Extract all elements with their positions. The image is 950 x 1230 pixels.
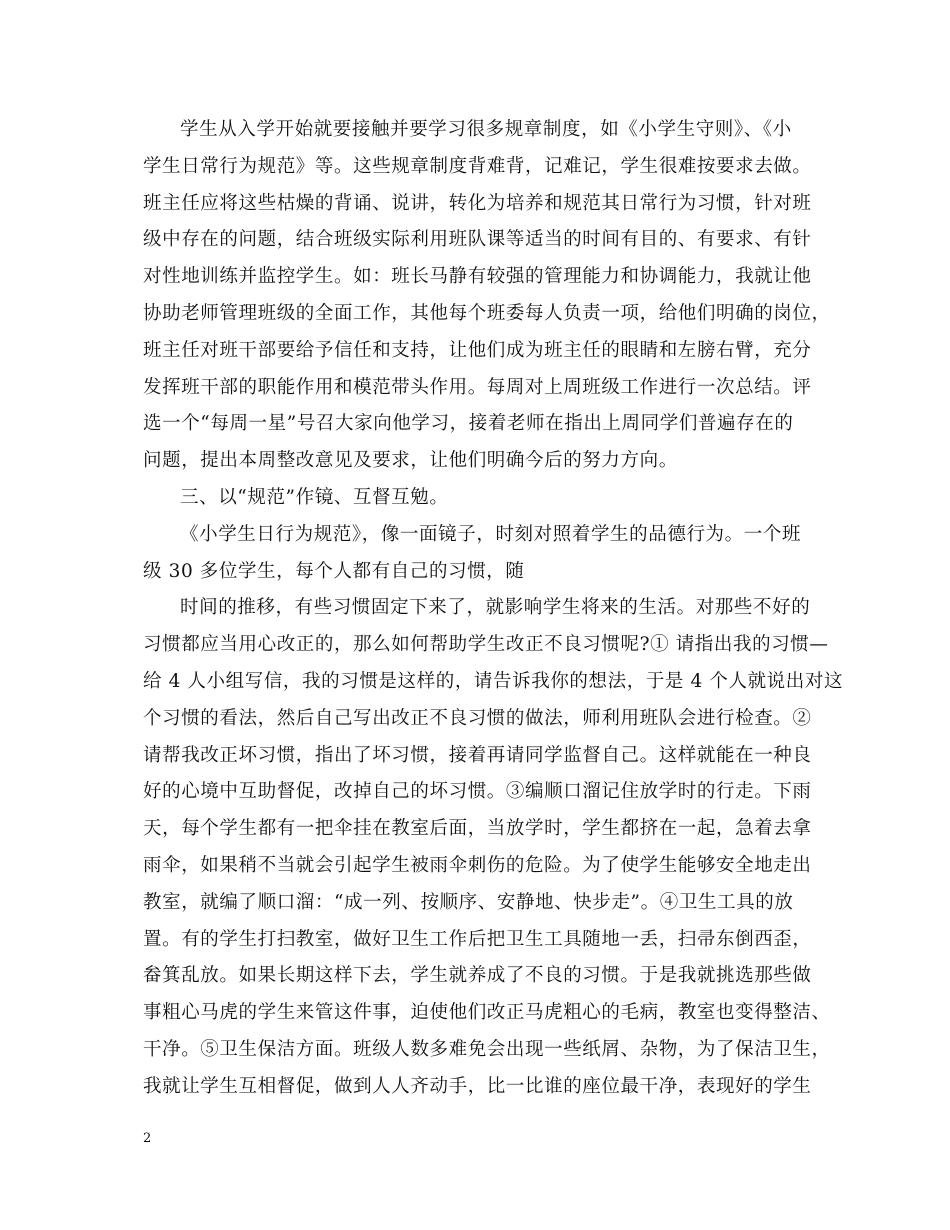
- text-line: 协助老师管理班级的全面工作，其他每个班委每人负责一项，给他们明确的岗位，: [143, 302, 831, 324]
- text-line: 班主任应将这些枯燥的背诵、说讲，转化为培养和规范其日常行为习惯，针对班: [143, 192, 812, 214]
- text-line: 畚箕乱放。如果长期这样下去，学生就养成了不良的习惯。于是我就挑选那些做: [143, 965, 812, 987]
- text-line: 班主任对班干部要给予信任和支持，让他们成为班主任的眼睛和左膀右臂，充分: [143, 339, 812, 361]
- text-line: 学生日常行为规范》等。这些规章制度背难背，记难记，学生很难按要求去做。: [143, 155, 812, 177]
- text-line: 《小学生日行为规范》，像一面镜子，时刻对照着学生的品德行为。一个班: [180, 523, 802, 545]
- text-line: 事粗心马虎的学生来管这件事，迫使他们改正马虎粗心的毛病，教室也变得整洁、: [143, 1002, 831, 1024]
- text-line: 给 4 人小组写信，我的习惯是这样的，请告诉我你的想法，于是 4 个人就说出对这: [143, 670, 844, 692]
- text-line: 级中存在的问题，结合班级实际利用班队课等适当的时间有目的、有要求、有针: [143, 229, 812, 251]
- text-line: 学生从入学开始就要接触并要学习很多规章制度，如《小学生守则》、《小: [180, 119, 792, 140]
- text-line: 级 30 多位学生，每个人都有自己的习惯，随: [143, 560, 525, 582]
- text-line: 时间的推移，有些习惯固定下来了，就影响学生将来的生活。对那些不好的: [180, 597, 811, 619]
- text-line: 雨伞，如果稍不当就会引起学生被雨伞刺伤的危险。为了使学生能够安全地走出: [143, 854, 812, 876]
- text-line: 天，每个学生都有一把伞挂在教室后面，当放学时，学生都挤在一起，急着去拿: [143, 818, 812, 840]
- text-line: 置。有的学生打扫教室，做好卫生工作后把卫生工具随地一丢，扫帚东倒西歪，: [143, 928, 812, 950]
- text-line: 习惯都应当用心改正的，那么如何帮助学生改正不良习惯呢?① 请指出我的习惯—: [143, 634, 829, 656]
- section-heading: 三、以“规范”作镜、互督互勉。: [180, 486, 449, 508]
- text-line: 选一个“每周一星”号召大家向他学习，接着老师在指出上周同学们普遍存在的: [143, 413, 794, 435]
- text-line: 干净。⑤卫生保洁方面。班级人数多难免会出现一些纸屑、杂物，为了保洁卫生，: [143, 1038, 831, 1060]
- text-line: 请帮我改正坏习惯，指出了坏习惯，接着再请同学监督自己。这样就能在一种良: [143, 744, 812, 766]
- text-line: 我就让学生互相督促，做到人人齐动手，比一比谁的座位最干净，表现好的学生: [143, 1075, 812, 1097]
- text-line: 个习惯的看法，然后自己写出改正不良习惯的做法，师利用班队会进行检查。②: [143, 707, 812, 729]
- page-number: 2: [143, 1131, 152, 1146]
- text-line: 对性地训练并监控学生。如：班长马静有较强的管理能力和协调能力，我就让他: [143, 266, 812, 288]
- text-line: 问题，提出本周整改意见及要求，让他们明确今后的努力方向。: [143, 450, 678, 472]
- text-line: 教室，就编了顺口溜：“成一列、按顺序、安静地、快步走”。④卫生工具的放: [143, 891, 794, 913]
- text-line: 发挥班干部的职能作用和模范带头作用。每周对上周班级工作进行一次总结。评: [143, 376, 812, 398]
- text-line: 好的心境中互助督促，改掉自己的坏习惯。③编顺口溜记住放学时的行走。下雨: [143, 781, 812, 803]
- document-body: [143, 112, 844, 1106]
